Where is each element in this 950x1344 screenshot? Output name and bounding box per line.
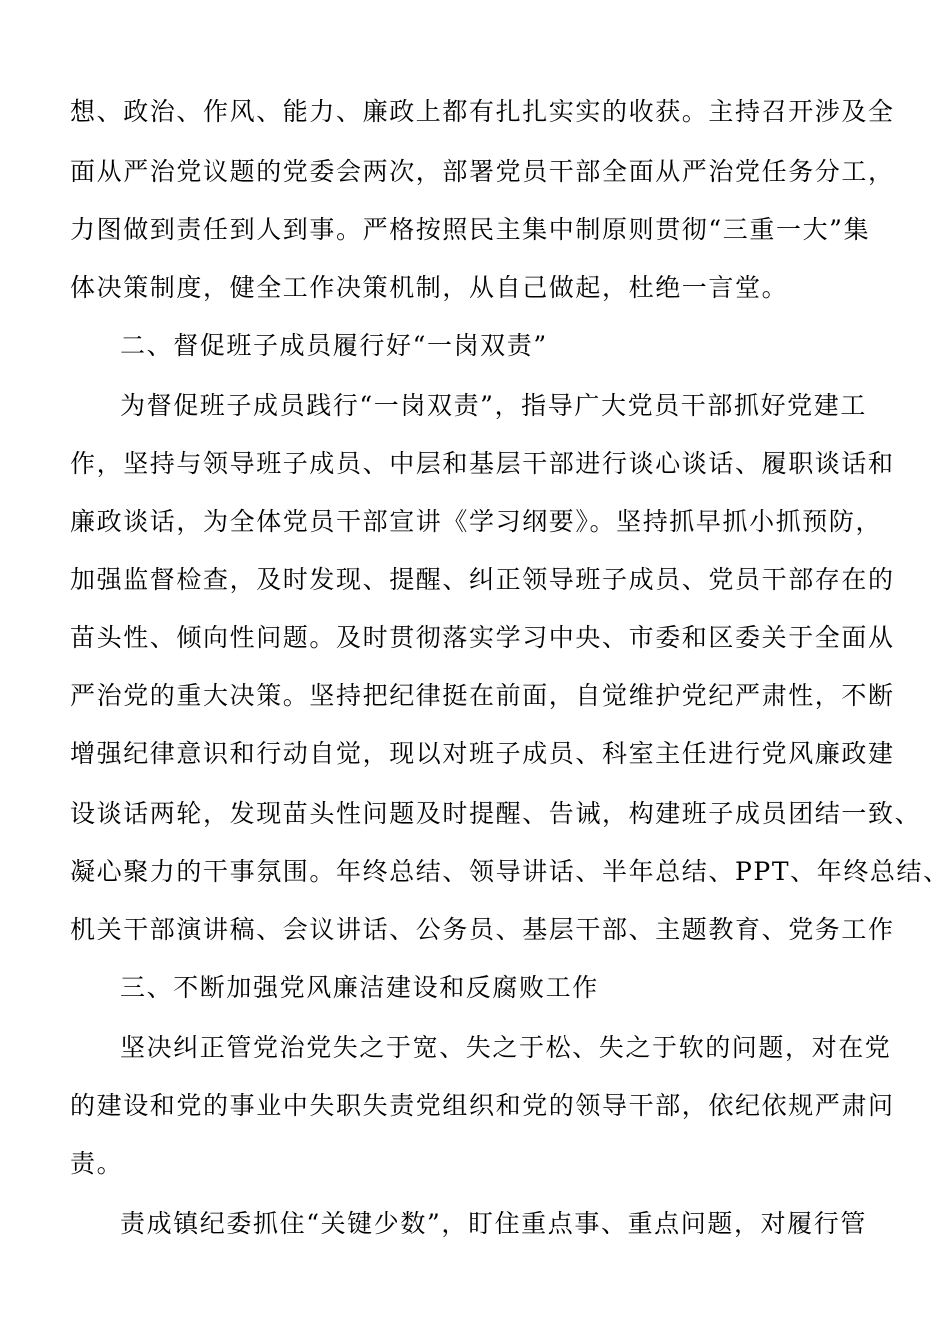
paragraph-3-line-2: 的建设和党的事业中失职失责党组织和党的领导干部，依纪依规严肃问 xyxy=(70,1091,895,1120)
paragraph-2-line-3: 廉政谈话，为全体党员干部宣讲《学习纲要》。坚持抓早抓小抓预防， xyxy=(70,507,883,536)
paragraph-1-line-2: 面从严治党议题的党委会两次，部署党员干部全面从严治党任务分工， xyxy=(70,157,895,186)
paragraph-3-line-3: 责。 xyxy=(70,1149,124,1178)
paragraph-1-line-4: 体决策制度，健全工作决策机制，从自己做起，杜绝一言堂。 xyxy=(70,273,789,302)
paragraph-2-line-9: 凝心聚力的干事氛围。年终总结、领导讲话、半年总结、PPT、年终总结、 xyxy=(70,857,950,886)
paragraph-2-line-6: 严治党的重大决策。坚持把纪律挺在前面，自觉维护党纪严肃性，不断 xyxy=(70,681,895,710)
paragraph-2-line-1: 为督促班子成员践行“一岗双责”，指导广大党员干部抓好党建工 xyxy=(120,391,867,420)
section-heading-2: 二、督促班子成员履行好“一岗双责” xyxy=(120,331,548,360)
paragraph-1-line-1: 想、政治、作风、能力、廉政上都有扎扎实实的收获。主持召开涉及全 xyxy=(70,97,895,126)
paragraph-2-line-8: 设谈话两轮，发现苗头性问题及时提醒、告诫，构建班子成员团结一致、 xyxy=(70,799,922,828)
paragraph-2-line-5: 苗头性、倾向性问题。及时贯彻落实学习中央、市委和区委关于全面从 xyxy=(70,623,895,652)
paragraph-2-line-4: 加强监督检查，及时发现、提醒、纠正领导班子成员、党员干部存在的 xyxy=(70,565,895,594)
paragraph-3-line-1: 坚决纠正管党治党失之于宽、失之于松、失之于软的问题，对在党 xyxy=(120,1033,892,1062)
paragraph-1-line-3: 力图做到责任到人到事。严格按照民主集中制原则贯彻“三重一大”集 xyxy=(70,215,871,244)
paragraph-2-line-7: 增强纪律意识和行动自觉，现以对班子成员、科室主任进行党风廉政建 xyxy=(70,739,895,768)
paragraph-2-line-10: 机关干部演讲稿、会议讲话、公务员、基层干部、主题教育、党务工作 xyxy=(70,915,895,944)
section-heading-3: 三、不断加强党风廉洁建设和反腐败工作 xyxy=(120,973,599,1002)
paragraph-4-line-1: 责成镇纪委抓住“关键少数”，盯住重点事、重点问题，对履行管 xyxy=(120,1209,867,1238)
paragraph-2-line-2: 作，坚持与领导班子成员、中层和基层干部进行谈心谈话、履职谈话和 xyxy=(70,449,895,478)
